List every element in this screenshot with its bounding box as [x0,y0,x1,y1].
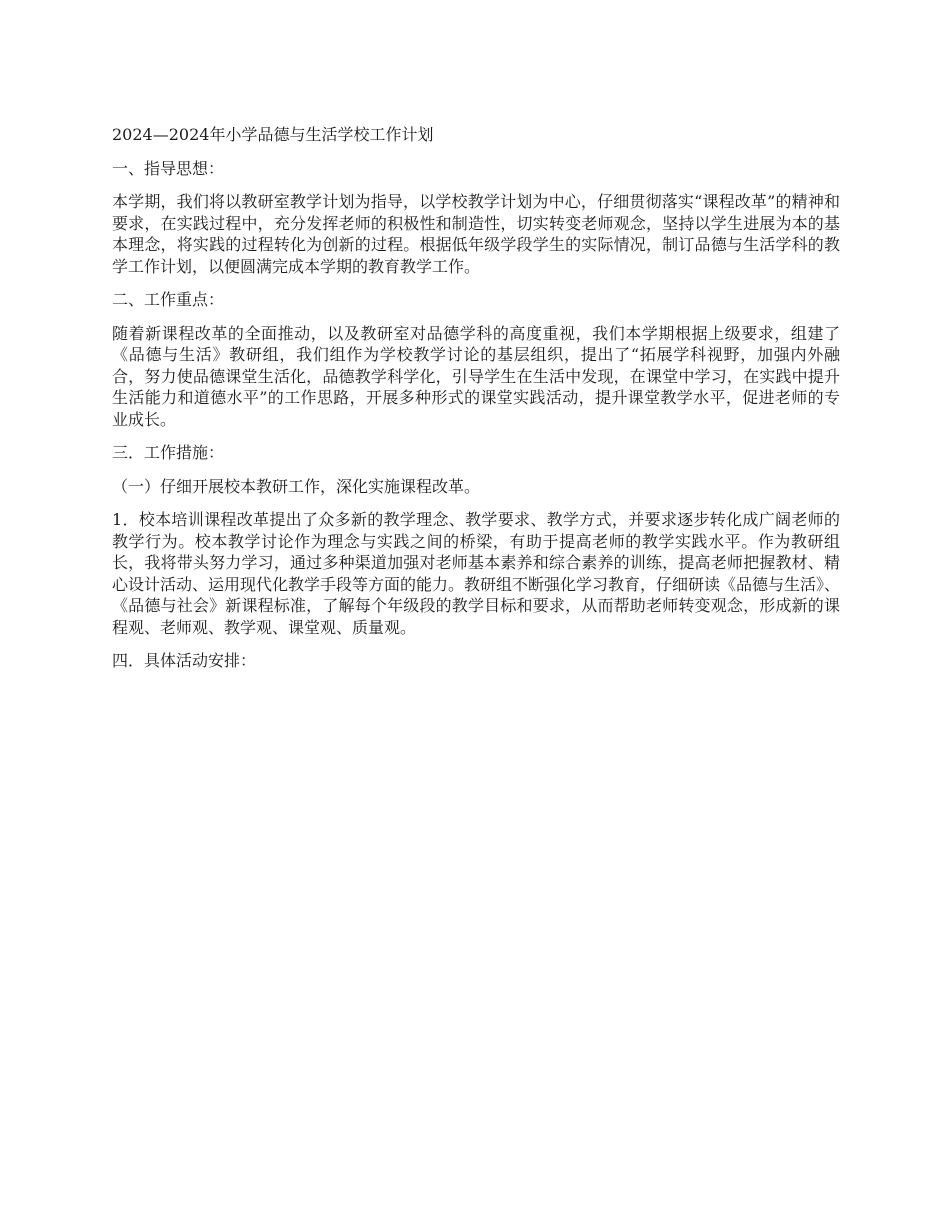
section-heading-activity-schedule: 四．具体活动安排： [112,651,257,670]
list-item-training: 1．校本培训课程改革提出了众多新的教学理念、教学要求、教学方式，并要求逐步转化成广阔老师的教学行为。校本教学讨论作为理念与实践之间的桥梁，有助于提高老师的教学实践水平。作为教研组长，我将带头努力学习，通过多种渠道加强对老师基本素养和综合素养的训练，提高老师把握教材、精心设计活动、运用现代化教学手段等方面的能力。教研组不断强化学习教育，仔细研读《品德与生活》、《品德与社会》新课程标准，了解每个年级段的教学目标和要求，从而帮助老师转变观念，形成新的课程观、老师观、教学观、课堂观、质量观。 [112,510,841,637]
section-heading-work-focus: 二、工作重点： [112,290,225,309]
document-page [112,124,840,684]
document-title: 2024—2024年小学品德与生活学校工作计划 [112,125,434,144]
section-heading-work-measures: 三．工作措施： [112,443,225,462]
subsection-heading-teaching-research: （一）仔细开展校本教研工作，深化实施课程改革。 [112,476,481,496]
section-body-guiding-thought: 本学期，我们将以教研室教学计划为指导，以学校教学计划为中心，仔细贯彻落实“课程改革”的精神和要求，在实践过程中，充分发挥老师的积极性和制造性，切实转变老师观念，坚持以学生进展为本的基本理念，将实践的过程转化为创新的过程。根据低年级学段学生的实际情况，制订品德与生活学科的教学工作计划，以便圆满完成本学期的教育教学工作。 [112,192,840,276]
section-body-work-focus: 随着新课程改革的全面推动，以及教研室对品德学科的高度重视，我们本学期根据上级要求，组建了《品德与生活》教研组，我们组作为学校教学讨论的基层组织，提出了“拓展学科视野，加强内外融合，努力使品德课堂生活化，品德教学科学化，引导学生在生活中发现，在课堂中学习，在实践中提升生活能力和道德水平”的工作思路，开展多种形式的课堂实践活动，提升课堂教学水平，促进老师的专业成长。 [112,323,840,429]
section-heading-guiding-thought: 一、指导思想： [112,158,225,178]
